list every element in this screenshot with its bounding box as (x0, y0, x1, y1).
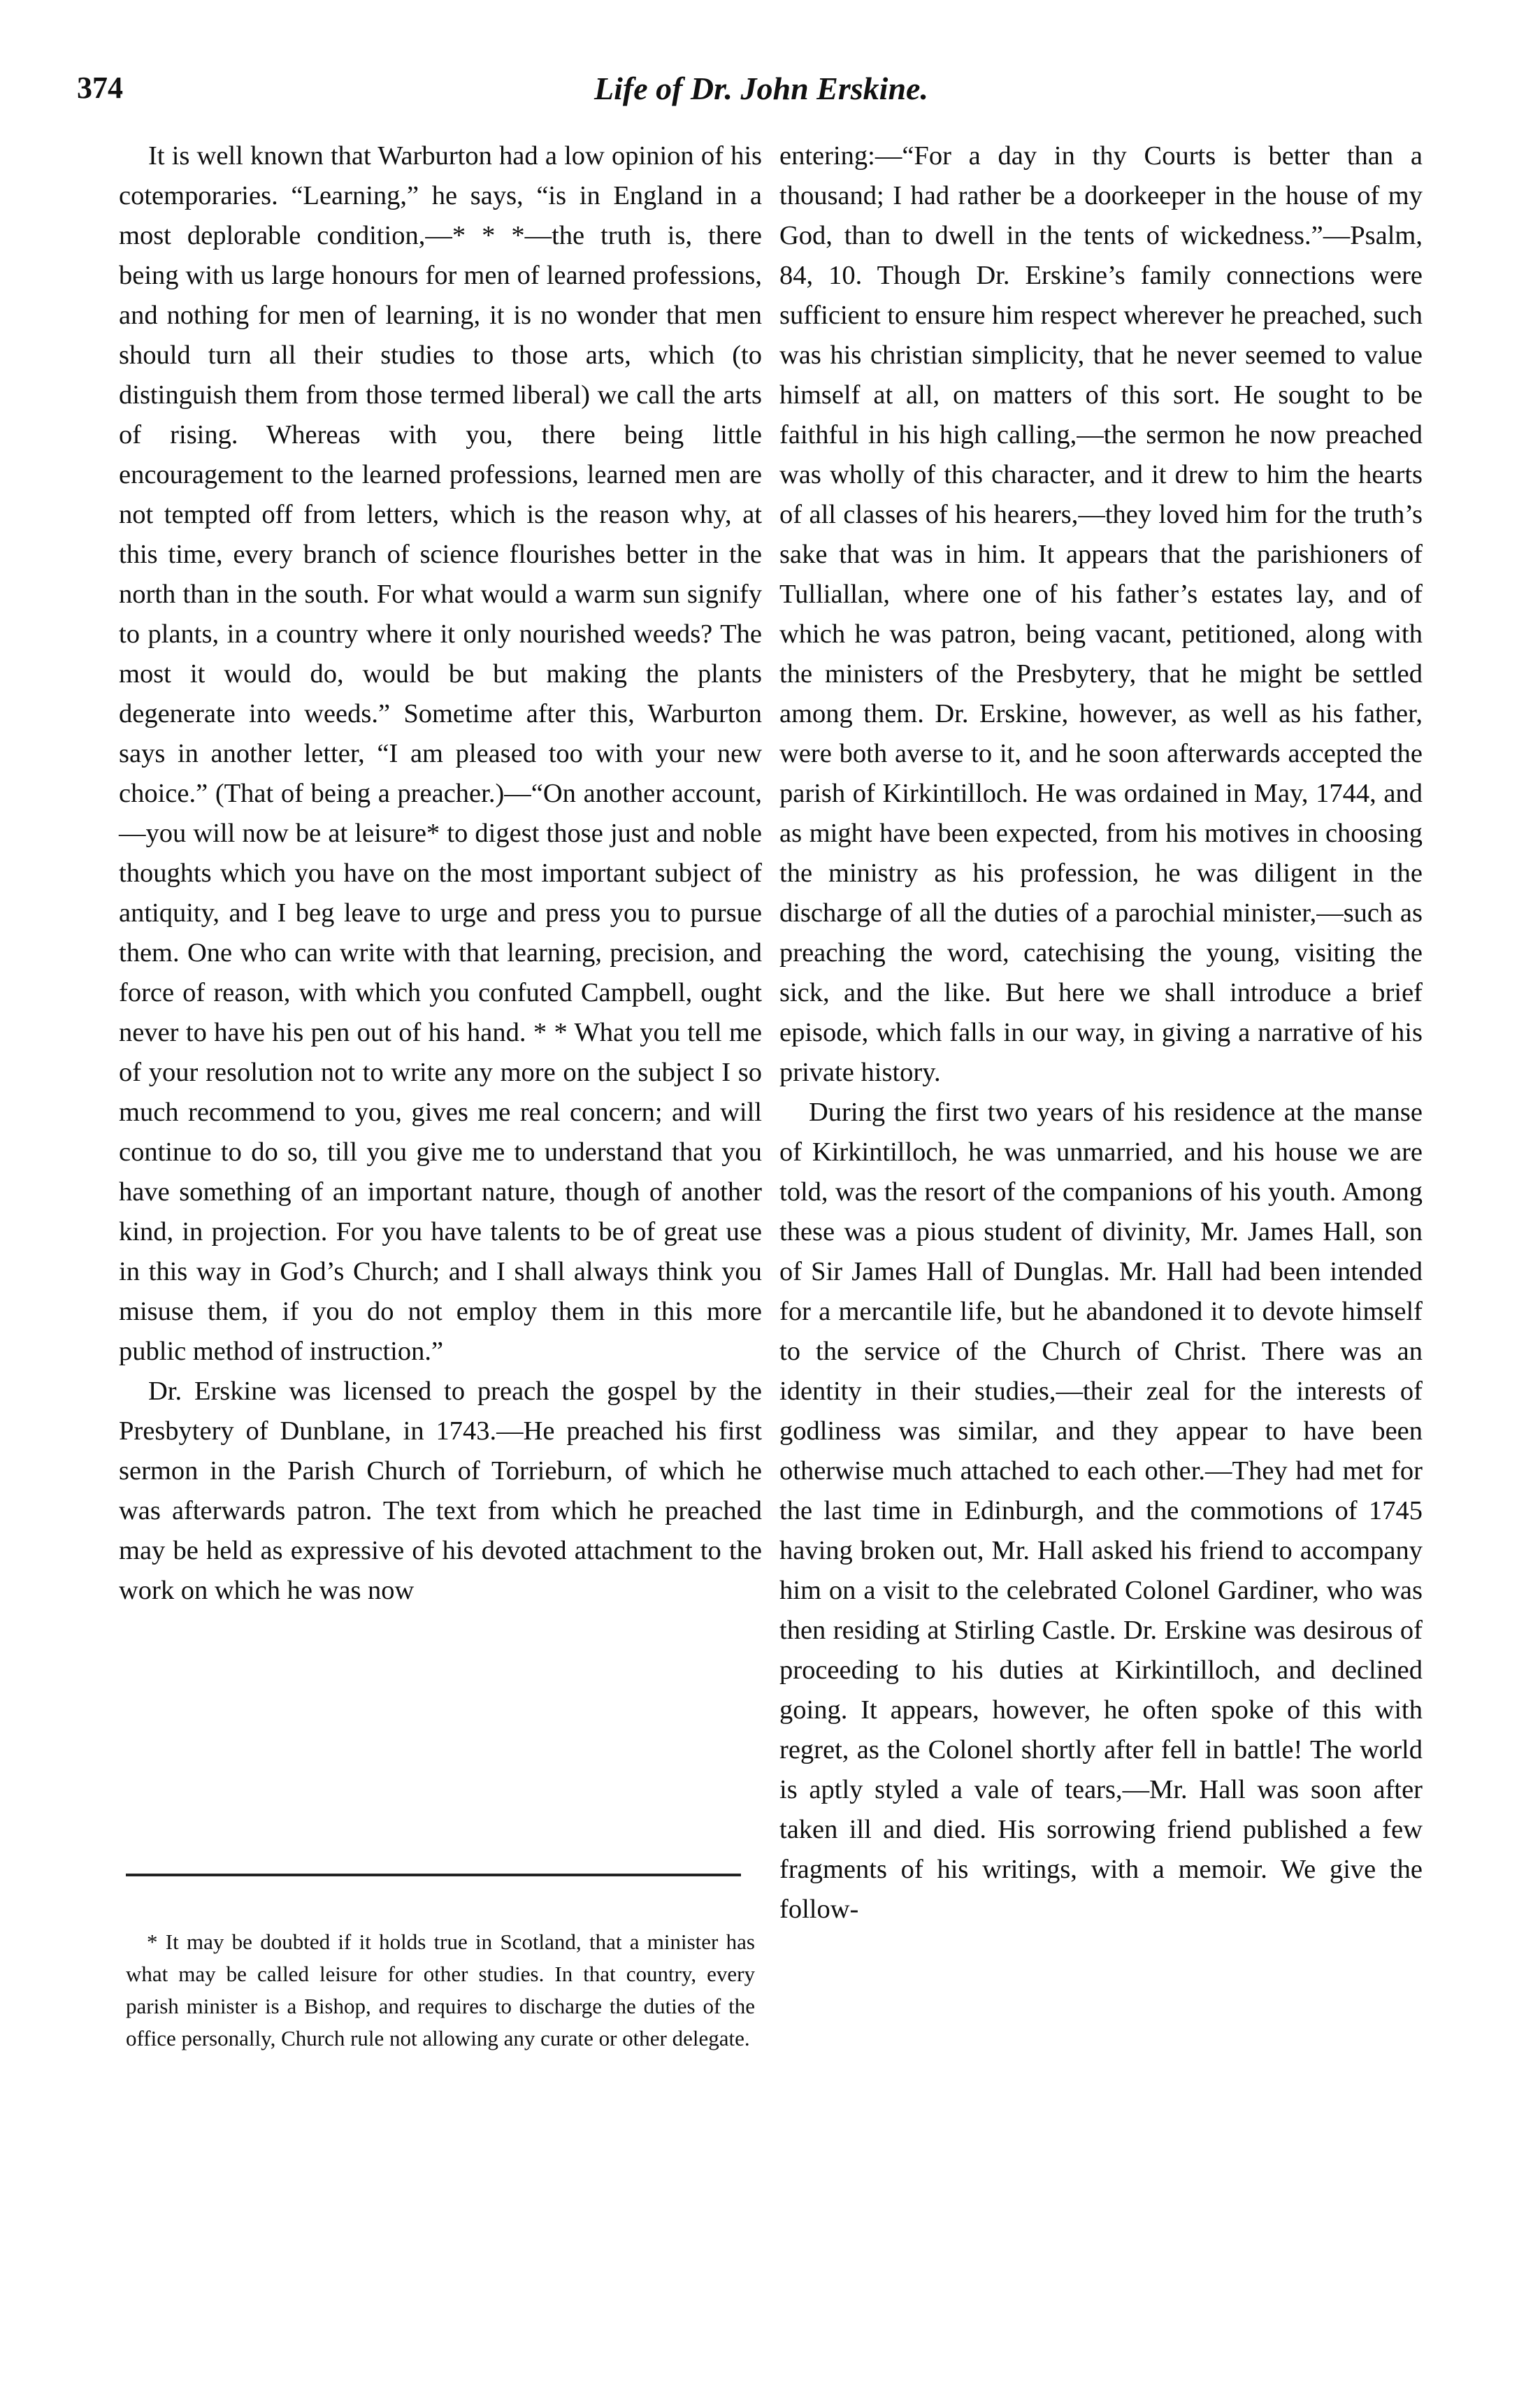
footnote-divider (126, 1874, 741, 1876)
running-title: Life of Dr. John Erskine. (594, 71, 928, 106)
left-column (119, 136, 762, 1611)
footnote-text: * It may be doubted if it holds true in Scotland, that a minister has what may be called leisure for other studies. In that country, every parish minister is a Bishop, and requires to discharge the duties of the office personally, Church rule not allowing any curate or other delegate. (126, 1930, 755, 2050)
book-page (77, 56, 1475, 2335)
page-header (77, 70, 1475, 126)
paragraph: It is well known that Warburton had a low opinion of his cotemporaries. “Learning,” he says, “is in England in a most deplorable condition,—* * *—the truth is, there being with us large honours for men of learned professions, and nothing for men of learning, it is no wonder that men should turn all their studies to those arts, which (to distinguish them from those termed liberal) we call the arts of rising. Whereas with you, there being little encouragement to the learned professions, learned men are not tempted off from letters, which is the reason why, at this time, every branch of science flourishes better in the north than in the south. For what would a warm sun signify to plants, in a country where it only nourished weeds? The most it would do, would be but making the plants degenerate into weeds.” Sometime after this, Warburton says in another letter, “I am pleased too with your new choice.” (That of being a preacher.)—“On another account,—you will now be at leisure* to digest those just and noble thoughts which you have on the most important subject of antiquity, and I beg leave to urge and press you to pursue them. One who can write with that learning, precision, and force of reason, with which you confuted Campbell, ought never to have his pen out of his hand. * * What you tell me of your resolution not to write any more on the subject I so much recommend to you, gives me real concern; and will continue to do so, till you give me to understand that you have something of an important nature, though of another kind, in projection. For you have talents to be of great use in this way in God’s Church; and I shall always think you misuse them, if you do not employ them in this more public method of instruction.” (119, 141, 762, 1366)
footnote (126, 1926, 755, 2055)
paragraph: During the first two years of his residence at the manse of Kirkintilloch, he was unmarried, and his house we are told, was the resort of the companions of his youth. Among these was a pious student of divinity, Mr. James Hall, son of Sir James Hall of Dunglas. Mr. Hall had been intended for a mercantile life, but he abandoned it to devote himself to the service of the Church of Christ. There was an identity in their studies,—their zeal for the interests of godliness was similar, and they appear to have been otherwise much attached to each other.—They had met for the last time in Edinburgh, and the commotions of 1745 having broken out, Mr. Hall asked his friend to accompany him on a visit to the celebrated Colonel Gardiner, who was then residing at Stirling Castle. Dr. Erskine was desirous of proceeding to his duties at Kirkintilloch, and declined going. It appears, however, he often spoke of this with regret, as the Colonel shortly after fell in battle! The world is aptly styled a vale of tears,—Mr. Hall was soon after taken ill and died. His sorrowing friend published a few fragments of his writings, with a memoir. We give the follow- (779, 1098, 1423, 1924)
page-number: 374 (77, 71, 123, 105)
paragraph: entering:—“For a day in thy Courts is better than a thousand; I had rather be a doorkeeper in the house of my God, than to dwell in the tents of wickedness.”—Psalm, 84, 10. Though Dr. Erskine’s family connections were sufficient to ensure him respect wherever he preached, such was his christian simplicity, that he never seemed to value himself at all, on matters of this sort. He sought to be faithful in his high calling,—the sermon he now preached was wholly of this character, and it drew to him the hearts of all classes of his hearers,—they loved him for the truth’s sake that was in him. It appears that the parishioners of Tulliallan, where one of his father’s estates lay, and of which he was patron, being vacant, petitioned, along with the ministers of the Presbytery, that he might be settled among them. Dr. Erskine, however, as well as his father, were both averse to it, and he soon afterwards accepted the parish of Kirkintilloch. He was ordained in May, 1744, and as might have been expected, from his motives in choosing the ministry as his profession, he was diligent in the discharge of all the duties of a parochial minister,—such as preaching the word, catechising the young, visiting the sick, and the like. But here we shall introduce a brief episode, which falls in our way, in giving a narrative of his private history. (779, 141, 1423, 1087)
right-column (779, 136, 1423, 1930)
paragraph: Dr. Erskine was licensed to preach the gospel by the Presbytery of Dunblane, in 1743.—He preached his first sermon in the Parish Church of Torrieburn, of which he was afterwards patron. The text from which he preached may be held as expressive of his devoted attachment to the work on which he was now (119, 1377, 762, 1605)
